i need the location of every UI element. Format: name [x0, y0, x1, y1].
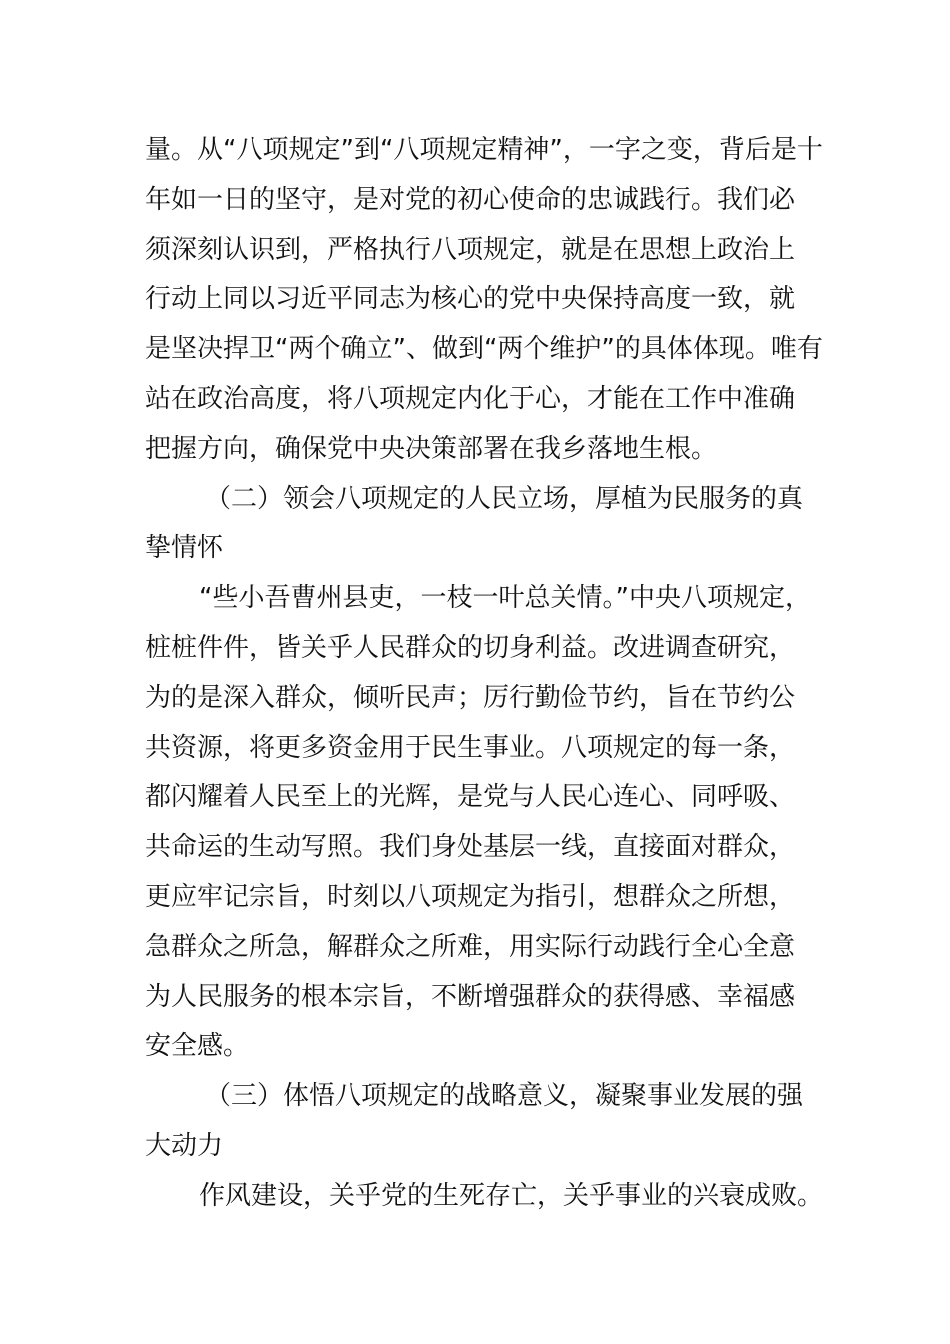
- heading-line: 挚情怀: [145, 533, 224, 564]
- paragraph-people-stance: [145, 574, 835, 1072]
- heading-line: （三）体悟八项规定的战略意义，凝聚事业发展的强: [205, 1081, 804, 1112]
- section-heading-3: [145, 1072, 835, 1172]
- text-line: 量。从“八项规定”到“八项规定精神”，一字之变，背后是十: [145, 135, 823, 165]
- text-line: 年如一日的坚守，是对党的初心使命的忠诚践行。我们必: [145, 184, 796, 215]
- text-line: 安全感。: [145, 1031, 250, 1062]
- document-body: [145, 126, 835, 1222]
- paragraph-commitment: [145, 126, 835, 475]
- text-line: 行动上同以习近平同志为核心的党中央保持高度一致，就: [145, 284, 796, 315]
- text-line: 都闪耀着人民至上的光辉，是党与人民心连心、同呼吸、: [145, 782, 796, 813]
- text-line: 桩桩件件，皆关乎人民群众的切身利益。改进调查研究，: [145, 632, 796, 663]
- text-line: 站在政治高度，将八项规定内化于心，才能在工作中准确: [145, 383, 796, 414]
- text-line: 急群众之所急，解群众之所难，用实际行动践行全心全意: [145, 931, 796, 962]
- section-heading-2: [145, 475, 835, 575]
- text-line: 把握方向，确保党中央决策部署在我乡落地生根。: [145, 433, 718, 464]
- text-line: 为人民服务的根本宗旨，不断增强群众的获得感、幸福感: [145, 981, 796, 1012]
- text-line: “些小吾曹州县吏，一枝一叶总关情。”中央八项规定，: [199, 583, 811, 614]
- heading-line: 大动力: [145, 1130, 224, 1161]
- heading-line: （二）领会八项规定的人民立场，厚植为民服务的真: [205, 483, 804, 514]
- text-line: 是坚决捍卫“两个确立”、做到“两个维护”的具体体现。唯有: [145, 334, 823, 365]
- text-line: 须深刻认识到，严格执行八项规定，就是在思想上政治上: [145, 234, 796, 265]
- text-line: 共资源，将更多资金用于民生事业。八项规定的每一条，: [145, 732, 796, 763]
- text-line: 为的是深入群众，倾听民声；厉行勤俭节约，旨在节约公: [145, 682, 796, 713]
- paragraph-work-style: [145, 1172, 835, 1222]
- text-line: 作风建设，关乎党的生死存亡，关乎事业的兴衰成败。: [199, 1180, 824, 1211]
- text-line: 共命运的生动写照。我们身处基层一线，直接面对群众，: [145, 832, 796, 863]
- text-line: 更应牢记宗旨，时刻以八项规定为指引，想群众之所想，: [145, 881, 796, 912]
